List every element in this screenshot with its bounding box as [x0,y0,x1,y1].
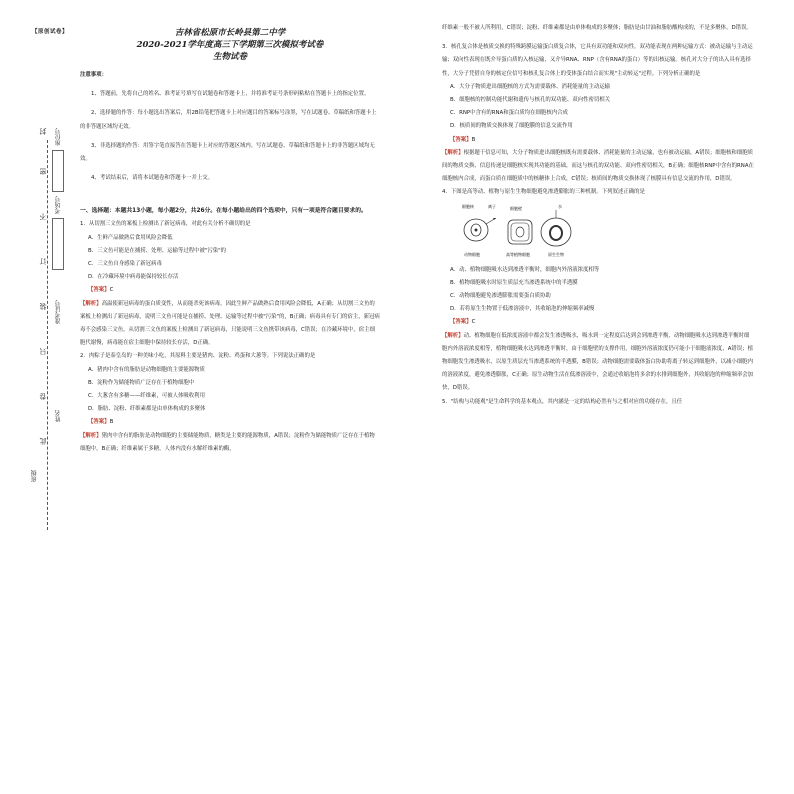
exam-room-box [52,218,64,270]
figure-label: 高等植物细胞 [506,251,530,257]
name-label: 姓名 [55,410,62,422]
option: C．大葱含有多糖——纤维素，可被人体吸收利用 [88,393,205,400]
answer-value: C [471,319,476,326]
explanation-label: 【解析】 [442,149,464,156]
answer-label: 【答案】 [88,419,110,426]
question-5 [442,396,754,409]
exam-title: 2020-2021学年度高三下学期第三次模拟考试卷 [136,40,324,50]
answer-label: 【答案】 [450,136,472,143]
explanation [442,147,754,187]
option: B．植物细胞吸水时原生质层充当渗透系统中的半透膜 [450,279,578,286]
explanation [442,330,754,396]
option: D．脂肪、淀粉、纤维素都是由单体构成的多聚体 [88,406,206,413]
option: C．三文鱼自身感染了新冠病毒 [88,261,162,268]
binding-char: 只 [39,348,47,355]
figure-label: 离子 [488,203,496,209]
note-item: 4、考试结束后，请将本试题卷和答题卡一并上交。 [91,175,214,182]
question-3 [442,41,754,186]
binding-char: 订 [39,258,47,265]
notes-title: 注意事项： [80,72,107,78]
option: A．猪肉中含有的脂肪是动物细胞的主要能源物质 [88,366,205,373]
right-column [442,22,754,409]
answer [442,316,754,329]
option: C．动物细胞避免渗透膨胀需要蛋白质协助 [450,293,551,300]
binding-char: 封 [39,128,47,135]
continued-explanation: 纤维素一般不被人所利用，C错误；淀粉、纤维素都是由单体构成的多聚体；脂肪是由甘油和脂肪酸构成的，不是多聚体，D错误。 [442,25,752,31]
explanation [80,430,380,456]
seat-number-box [52,150,64,192]
explanation-label: 【解析】 [442,332,464,339]
option: B．三文鱼可能是在捕捞、处理、运输等过程中被"污染"的 [88,247,227,254]
figure-label: 水 [558,203,562,209]
option: B．淀粉作为储能物质广泛存在于植物细胞中 [88,379,195,386]
option: D．在冷藏环境中病毒能保持较长存活 [88,274,179,281]
note-item: 2、选择题的作答：每小题选出答案后，用2B铅笔把答题卡上对应题目的答案标号涂黑，写在试题卷、草稿纸和答题卡上的非答题区域均无效。 [80,110,377,130]
explanation [80,298,380,351]
question-2 [80,350,380,456]
answer-value: C [109,287,114,294]
question-stem: 3．核孔复合体是核质交换的特殊跨膜运输蛋白质复合体，它具有双功能和双向性。双功能表现在两种运输方式：被动运输与主动运输；双向性表现在既介导蛋白质的入核运输，又介导RNA、RNP（含有RNA的蛋白）等的出核运输。核孔对大分子的出入具有选择性，大分子凭借自身的核定位信号和核孔复合体上的受体蛋白结合而实现"主动转运"过程。下列分析正确的是 [442,44,753,77]
figure-label: 原生生物 [548,251,564,257]
option: D．核质间的物质交换体现了细胞膜的信息交流作用 [450,123,573,130]
option: D．若将原生生物置于低渗溶液中，其收缩泡的伸缩频率减慢 [450,306,595,313]
admission-number-label: 准考证号 [55,300,62,324]
answer-value: B [109,419,114,426]
answer-label: 【答案】 [88,287,110,294]
answer [80,416,380,429]
option: B．细胞核的控制功能代谢和遗传与核孔的双功能、双向性密切相关 [450,97,611,104]
binding-char: 卷 [39,393,47,400]
binding-char: 装 [39,303,47,310]
binding-char: 此 [39,438,47,445]
option: C．RNP中含有的RNA和蛋白质均在细胞核内合成 [450,110,568,117]
question-stem: 4．下图是高等动、植物与原生生物细胞避免渗透膨胀的三种机制。下列叙述正确的是 [442,189,645,196]
section-title: 一、选择题：本题共13小题，每小题2分，共26分。在每小题给出的四个选项中，只有一项是符合题目要求的。 [80,208,367,215]
question-stem: 5．"结构与功能观"是生命科学的基本观点，其内涵是一定的结构必然有与之相对应的功能存在，且任 [442,398,683,405]
cell-diagram [460,202,580,262]
option: A．大分子物质进出细胞核的方式为需要载体、消耗能量的主动运输 [450,83,611,90]
explanation-text: 高温使新冠病毒的蛋白质变性，从而能杀死该病毒，因此生鲜产品做熟后食用风险会降低，A正确；从切割三文鱼的案板上检测出了新冠病毒，说明三文鱼可能是在捕捞、处理、运输等过程中被"污染"的，B正确；病毒具有专门的宿主，新冠病毒不会感染三文鱼，从切割三文鱼的案板上检测出了新冠病毒，只能说明三文鱼携带该病毒，C错误；在冷藏环境中，宿主细胞代谢慢，病毒能在宿主细胞中保持较长存活，D正确。 [80,300,380,347]
question-stem: 2．肉粽子是泰皇岛的一种美味小吃，其原料主要是猪肉、淀粉、鸡蛋和大葱等。下列说法正确的是 [80,353,316,360]
option: A．生鲜产品做熟后食用风险会降低 [88,234,173,241]
figure-label: 细胞核 [462,203,474,209]
answer-value: B [471,136,476,143]
explanation-label: 【解析】 [80,300,102,307]
answer [80,284,380,297]
cell-osmosis-figure [460,202,580,262]
binding-char: 不 [39,213,47,220]
left-column [80,22,380,456]
question-1 [80,218,380,350]
figure-label: 细胞壁 [510,205,522,211]
answer [442,134,754,147]
answer-label: 【答案】 [450,319,472,326]
note-item: 1、答题前，先将自己的姓名、准考证号填写在试题卷和答题卡上，并将准考证号条形码粘贴在答题卡上的指定位置。 [91,91,370,98]
note-item: 3、非选择题的作答：用签字笔直接答在答题卡上对应的答题区域内。写在试题卷、草稿纸和答题卡上的非答题区域均无效。 [80,142,375,163]
option: A．动、植物细胞吸水达到渗透平衡时，细胞内外溶液浓度相等 [450,266,600,273]
seat-number-label: 座位号 [55,128,62,146]
question-4 [442,186,754,395]
explanation-text: 根据题干信息可知，大分子物质进出细胞核既有需要载体、消耗能量的主动运输，也有被动运输，A错误；细胞核和细胞质间的物质交换、信息传递是细胞核实现其功能的基础，而这与核孔的双功能、双向性密切相关，B正确；细胞核RNP中含有的RNA在细胞核内合成，而蛋白质在细胞质中的核糖体上合成，C错误；核质间的物质交换体现了核膜具有信息交流的作用，D错误。 [442,149,754,183]
binding-dashed-line [47,140,48,530]
original-tag: 【原创试卷】 [32,29,69,35]
binding-char: 密 [39,168,47,175]
question-stem: 1．从切割三文鱼的案板上检测出了新冠病毒，对此有关分析不确切的是 [80,221,251,228]
exam-header [80,27,380,63]
explanation-text: 动、植物细胞在低浓度溶液中都会发生渗透吸水，吸水到一定程度后达到会到渗透平衡，动物细胞吸水达到渗透平衡时细胞内外溶液浓度相等，植物细胞吸水达到渗透平衡时，由于细胞壁的支撑作用，细胞外溶液浓度仍可能小于细胞液浓度，A错误；植物细胞发生渗透吸水，以原生质层充当渗透系统的半透膜，B错误；动物细胞需要载体蛋白协助将离子转运到细胞外，以减小细胞内的溶液浓度，避免渗透膨胀，C正确；原生动物生活在低渗溶液中，会通过收缩泡将多余的水排到细胞外，其收缩泡的伸缩频率会加快，D错误。 [442,332,754,392]
figure-label: 动物细胞 [464,251,480,257]
explanation-label: 【解析】 [80,432,102,439]
class-label: 班级 [31,470,38,482]
subject-title: 生物试卷 [212,52,247,62]
exam-room-label: 考场号 [55,196,62,214]
school-name: 吉林省松原市长岭县第二中学 [174,28,286,38]
explanation-text: 猪肉中含有的脂肪是动物细胞的主要储能物质，糖类是主要的能源物质，A错误；淀粉作为储能物质广泛存在于植物细胞中，B正确；纤维素属于多糖，人体内没有水解纤维素的酶， [80,432,375,452]
